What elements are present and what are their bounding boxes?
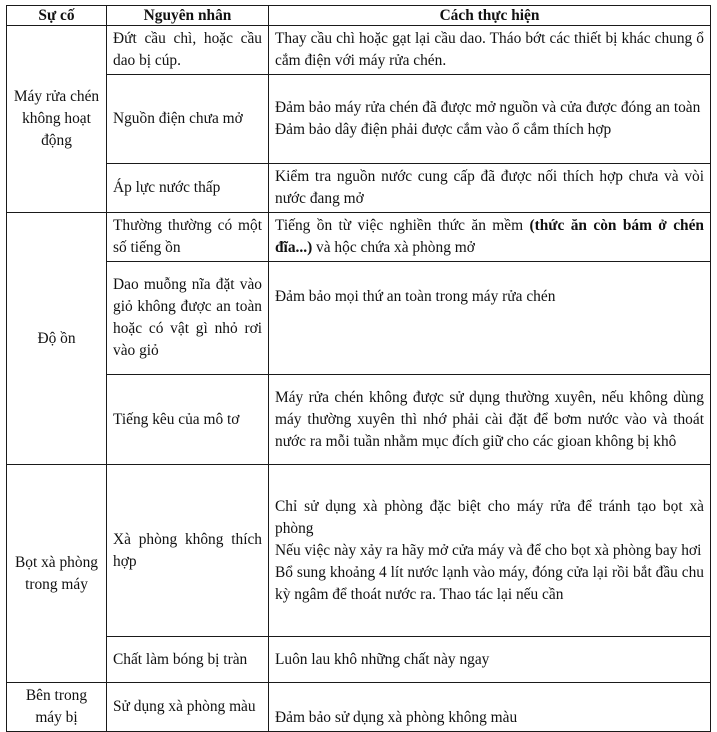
issue-cell: Độ ồn	[7, 213, 107, 465]
fix-text-bold: (thức ăn còn bám ở chén đĩa...)	[275, 217, 704, 256]
cause-cell: Thường thường có một số tiếng ồn	[107, 213, 269, 262]
table-row	[7, 213, 711, 262]
troubleshooting-table	[6, 5, 711, 732]
fix-cell	[269, 213, 711, 262]
cause-cell: Áp lực nước thấp	[107, 164, 269, 213]
table-row	[7, 262, 711, 375]
fix-line: Máy rửa chén không được sử dụng thường xuyên, nếu không dùng máy thường xuyên thì nhớ phải cài đặt để bơm nước vào và thoát nước ra mỗi tuần nhằm mục đích giữ cho các gioan không bị khô	[275, 388, 704, 450]
fix-cell	[269, 164, 711, 213]
fix-line: Đảm bảo máy rửa chén đã được mở nguồn và cửa được đóng an toàn	[275, 99, 701, 116]
table-row	[7, 375, 711, 465]
fix-line: Đảm bảo dây điện phải được cắm vào ổ cắm thích hợp	[275, 121, 612, 138]
fix-cell	[269, 375, 711, 465]
fix-line: Đảm bảo mọi thứ an toàn trong máy rửa chén	[275, 288, 556, 305]
table-row	[7, 683, 711, 732]
fix-line: Kiểm tra nguồn nước cung cấp đã được nối thích hợp chưa và vòi nước đang mở	[275, 168, 704, 207]
table-row	[7, 26, 711, 75]
table-row	[7, 465, 711, 637]
fix-line: Thay cầu chì hoặc gạt lại cầu dao. Tháo bớt các thiết bị khác chung ổ cắm điện với máy rửa chén.	[275, 30, 704, 69]
cause-cell: Xà phòng không thích hợp	[107, 465, 269, 637]
table-row	[7, 75, 711, 164]
fix-line: Đảm bảo sử dụng xà phòng không màu	[275, 709, 518, 726]
cause-cell: Nguồn điện chưa mở	[107, 75, 269, 164]
table-row	[7, 637, 711, 683]
issue-cell: Máy rửa chén không hoạt động	[7, 26, 107, 213]
fix-cell	[269, 683, 711, 732]
fix-line: Nếu việc này xảy ra hãy mở cửa máy và để cho bọt xà phòng bay hơi	[275, 541, 702, 559]
fix-line: Chỉ sử dụng xà phòng đặc biệt cho máy rửa để tránh tạo bọt xà phòng	[275, 497, 704, 537]
issue-cell: Bọt xà phòng trong máy	[7, 465, 107, 683]
header-fix: Cách thực hiện	[269, 6, 711, 26]
fix-cell	[269, 262, 711, 375]
cause-cell: Dao muỗng nĩa đặt vào giỏ không được an toàn hoặc có vật gì nhỏ rơi vào giỏ	[107, 262, 269, 375]
issue-cell: Bên trong máy bị	[7, 683, 107, 732]
fix-text: Tiếng ồn từ việc nghiền thức ăn mềm	[275, 217, 530, 234]
fix-cell	[269, 465, 711, 637]
cause-cell: Tiếng kêu của mô tơ	[107, 375, 269, 465]
header-cause: Nguyên nhân	[107, 6, 269, 26]
header-issue: Sự cố	[7, 6, 107, 26]
cause-cell: Sử dụng xà phòng màu	[107, 683, 269, 732]
fix-line: Bổ sung khoảng 4 lít nước lạnh vào máy, đóng cửa lại rồi bắt đầu chu kỳ ngâm để thoát nước ra. Thao tác lại nếu cần	[275, 563, 704, 603]
fix-line: Luôn lau khô những chất này ngay	[275, 650, 490, 668]
table-row	[7, 164, 711, 213]
cause-cell: Chất làm bóng bị tràn	[107, 637, 269, 683]
header-row	[7, 6, 711, 26]
fix-text: và hộc chứa xà phòng mở	[312, 239, 475, 256]
cause-cell: Đứt cầu chì, hoặc cầu dao bị cúp.	[107, 26, 269, 75]
fix-cell	[269, 26, 711, 75]
fix-cell	[269, 75, 711, 164]
fix-cell	[269, 637, 711, 683]
